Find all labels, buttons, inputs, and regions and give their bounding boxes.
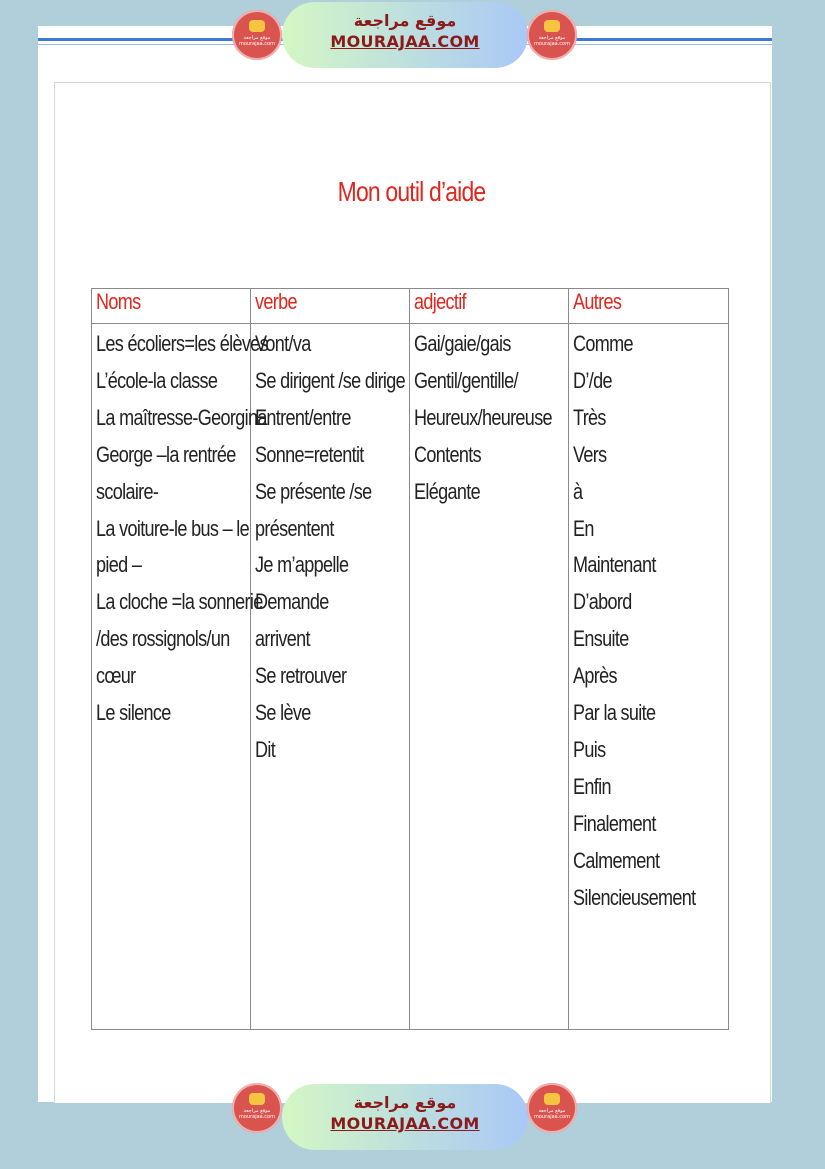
verbe-entry: Vont/va <box>255 331 311 356</box>
logo-icon <box>249 20 265 32</box>
verbe-entry: présentent <box>255 515 334 541</box>
site-logo-right[interactable] <box>527 10 577 60</box>
site-logo-left-bottom[interactable] <box>232 1083 282 1133</box>
noms-entry: scolaire- <box>96 478 159 504</box>
column-header-verbe: verbe <box>251 289 410 324</box>
noms-entry: Le silence <box>96 700 171 726</box>
autres-entry: Vers <box>573 441 607 467</box>
verbe-entry: Sonne=retentit <box>255 441 364 467</box>
noms-entry: L’école-la classe <box>96 367 218 393</box>
site-logo-left[interactable] <box>232 10 282 60</box>
adjectif-entry: Gai/gaie/gais <box>414 331 511 356</box>
autres-entry: à <box>573 478 583 504</box>
autres-entry: En <box>573 515 594 541</box>
autres-entry: Après <box>573 663 617 689</box>
logo-text-arabic: موقع مراجعة <box>538 1108 566 1114</box>
autres-entry: Finalement <box>573 810 656 836</box>
verbe-entry: Dit <box>255 736 276 762</box>
verbe-entry: Se dirigent /se dirige <box>255 367 406 393</box>
autres-entry: Puis <box>573 736 606 762</box>
autres-entry: Silencieusement <box>573 884 696 910</box>
autres-entry: D’/de <box>573 367 612 393</box>
autres-entry: D’abord <box>573 589 632 615</box>
logo-text-arabic: موقع مراجعة <box>243 35 271 41</box>
autres-entry: Comme <box>573 331 633 356</box>
noms-entry: La voiture-le bus – le <box>96 515 250 541</box>
logo-text-arabic: موقع مراجعة <box>538 35 566 41</box>
cell-autres <box>569 324 729 1030</box>
verbe-entry: Je m’appelle <box>255 552 349 578</box>
autres-entry: Ensuite <box>573 626 629 652</box>
table-row <box>92 324 729 1030</box>
logo-text-site: mourajaa.com <box>533 41 570 47</box>
noms-entry: cœur <box>96 663 136 689</box>
noms-entry: pied – <box>96 552 142 578</box>
verbe-entry: Demande <box>255 589 329 615</box>
verbe-entry: Entrent/entre <box>255 404 351 430</box>
column-header-noms: Noms <box>92 289 251 324</box>
vocabulary-table <box>91 288 729 1030</box>
adjectif-entry: Gentil/gentille/ <box>414 367 518 393</box>
logo-text-site: mourajaa.com <box>238 41 275 47</box>
noms-entry: George –la rentrée <box>96 441 236 467</box>
noms-entry: Les écoliers=les élèves <box>96 331 268 356</box>
verbe-entry: arrivent <box>255 626 310 652</box>
banner-arabic-text: موقع مراجعة <box>353 1093 457 1112</box>
banner-arabic-text: موقع مراجعة <box>353 11 457 30</box>
verbe-entry: Se retrouver <box>255 663 347 689</box>
column-header-adjectif: adjectif <box>410 289 569 324</box>
header-banner[interactable] <box>282 2 528 68</box>
logo-icon <box>544 1093 560 1105</box>
verbe-entry: Se présente /se <box>255 478 372 504</box>
banner-site-link[interactable]: MOURAJAA.COM <box>330 1114 480 1133</box>
logo-icon <box>544 20 560 32</box>
adjectif-entry: Heureux/heureuse <box>414 404 552 430</box>
autres-entry: Maintenant <box>573 552 656 578</box>
autres-entry: Enfin <box>573 773 611 799</box>
column-header-autres: Autres <box>569 289 729 324</box>
adjectif-entry: Elégante <box>414 478 480 504</box>
logo-text-site: mourajaa.com <box>533 1114 570 1120</box>
noms-entry: La cloche =la sonnerie <box>96 589 263 615</box>
site-logo-right-bottom[interactable] <box>527 1083 577 1133</box>
noms-entry: La maîtresse-Georgina <box>96 404 267 430</box>
logo-icon <box>249 1093 265 1105</box>
autres-entry: Très <box>573 404 606 430</box>
logo-text-site: mourajaa.com <box>238 1114 275 1120</box>
footer-banner[interactable] <box>282 1084 528 1150</box>
logo-text-arabic: موقع مراجعة <box>243 1108 271 1114</box>
cell-verbe <box>251 324 410 1030</box>
autres-entry: Calmement <box>573 847 660 873</box>
adjectif-entry: Contents <box>414 441 481 467</box>
document-title: Mon outil d’aide <box>337 176 486 207</box>
verbe-entry: Se lève <box>255 700 311 726</box>
cell-adjectif <box>410 324 569 1030</box>
banner-site-link[interactable]: MOURAJAA.COM <box>330 32 480 51</box>
autres-entry: Par la suite <box>573 700 656 726</box>
noms-entry: /des rossignols/un <box>96 626 230 652</box>
table-header-row <box>92 289 729 324</box>
